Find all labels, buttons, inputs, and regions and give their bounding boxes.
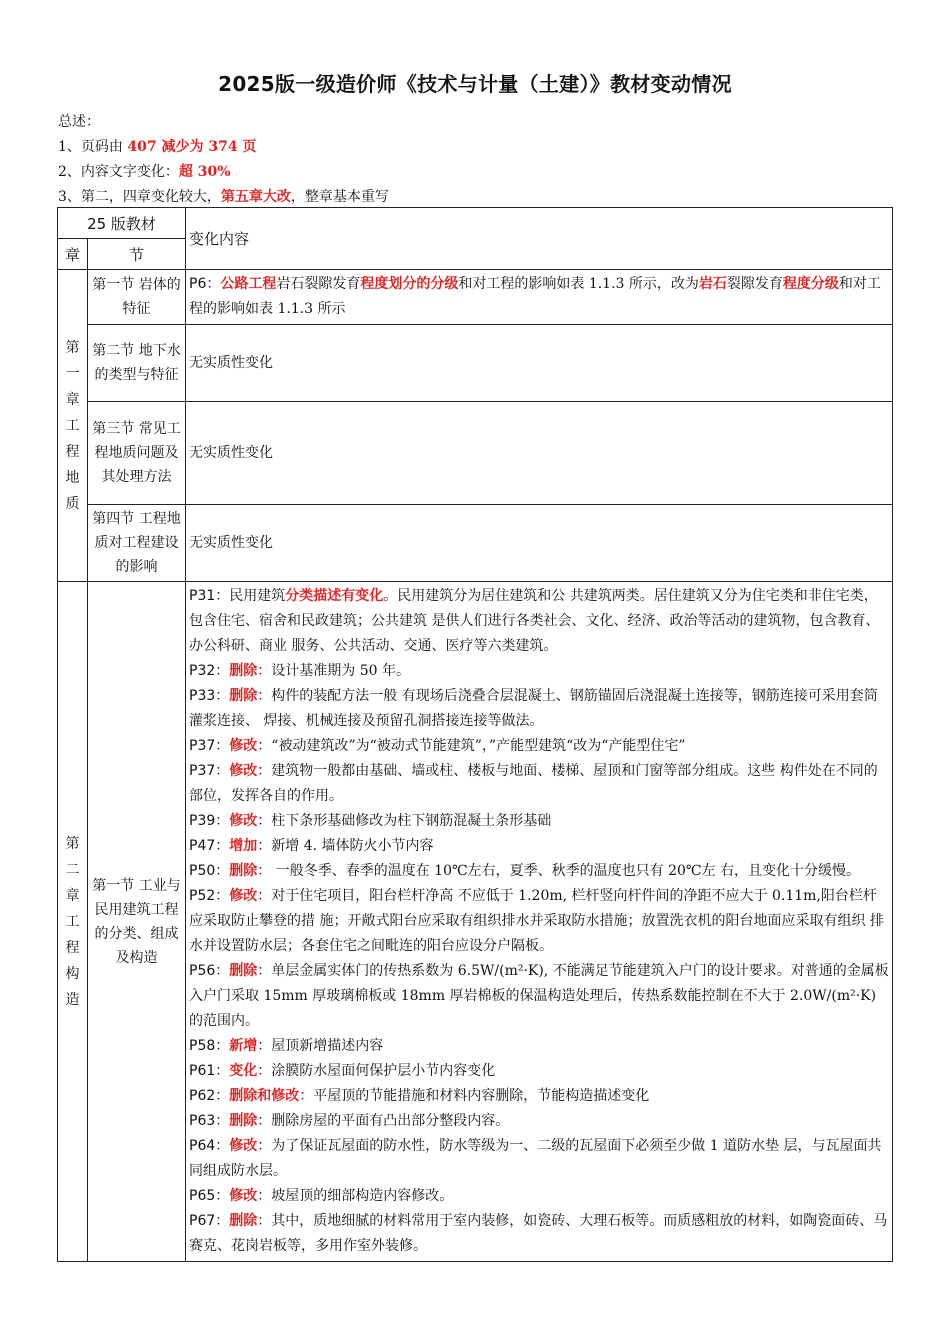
- chapter-char: 程: [65, 443, 80, 460]
- change-tag: 修改: [229, 813, 258, 829]
- change-tag: 删除: [229, 663, 258, 679]
- change-tag: 修改: [229, 738, 258, 754]
- table-row: [58, 505, 893, 582]
- page-ref: P39：: [189, 813, 230, 829]
- change-cell: 无实质性变化: [186, 505, 893, 582]
- table-header-row: [58, 208, 893, 239]
- change-entry: [189, 759, 889, 809]
- change-entry: [189, 1084, 889, 1109]
- body-text: ：为了保证瓦屋面的防水性，防水等级为一、二级的瓦屋面下必须至少做 1 道防水垫 层，与瓦屋面共同组成防水层。: [189, 1138, 882, 1179]
- body-text: ：“被动建筑改”为“被动式节能建筑”，”产能型建筑“改为“产能型住宅”: [257, 738, 686, 754]
- section-cell: 第一节 岩体的特征: [88, 270, 186, 325]
- summary-highlight: 407 减少为 374 页: [127, 139, 257, 155]
- change-tag: 修改: [229, 763, 258, 779]
- summary-block: [58, 110, 389, 210]
- page-ref: P6：: [189, 276, 221, 292]
- change-entry: [189, 1034, 889, 1059]
- page-ref: P37：: [189, 763, 230, 779]
- change-entry: [189, 959, 889, 1034]
- change-tag: 新增: [229, 1038, 258, 1054]
- body-text: ：构件的装配方法一般 有现场后浇叠合层混凝土、钢筋锚固后浇混凝土连接等，钢筋连接可采用套筒灌浆连接、 焊接、机械连接及预留孔洞搭接连接等做法。: [189, 688, 878, 729]
- change-tag: 删除: [229, 1113, 258, 1129]
- summary-item: [58, 135, 389, 160]
- body-text: ：新增 4. 墙体防火小节内容: [257, 838, 434, 854]
- page-ref: P31：: [189, 588, 230, 604]
- body-text: 和对工程的影响如表 1.1.3 所示，改为: [458, 276, 699, 292]
- chapter-char: 章: [65, 887, 80, 904]
- body-text: ：涂膜防水屋面何保护层小节内容变化: [257, 1063, 496, 1079]
- chapter-char: 工: [65, 417, 80, 434]
- change-entry: [189, 859, 889, 884]
- page-ref: P58：: [189, 1038, 230, 1054]
- change-entry: [189, 734, 889, 759]
- body-text: ：对于住宅项目，阳台栏杆净高 不应低于 1.20m, 栏杆竖向杆件间的净距不应大于 0.11m,阳台栏杆应采取防止攀登的措 施；开敞式阳台应采取有组织排水并采取防水措施；放置洗衣机的阳台地面应采取有组织 排水并设置防水层；各套住宅之间毗连的阳台应设分户隔板。: [189, 888, 884, 954]
- change-tag: 修改: [229, 1138, 258, 1154]
- summary-text: 3、第二，四章变化较大，: [58, 189, 221, 205]
- body-text: 裂隙发育: [726, 276, 783, 292]
- summary-item: [58, 160, 389, 185]
- chapter-char: 造: [65, 991, 80, 1008]
- chapter-cell: [58, 270, 88, 582]
- page-ref: P37：: [189, 738, 230, 754]
- change-tag: 删除: [229, 1213, 258, 1229]
- body-text: 。民用建筑分为居住建筑和公 共建筑两类。居住建筑又分为住宅类和非住宅类，包含住宅、宿舍和民政建筑；公共建筑 是供人们进行各类社会、文化、经济、政治等活动的建筑物，包含教育、办公科研、商业 服务、公共活动、交通、医疗等六类建筑。: [189, 588, 880, 654]
- change-entry: [189, 1134, 889, 1184]
- chapter-char: 第: [65, 339, 80, 356]
- highlight-text: 岩石: [698, 276, 727, 292]
- page-ref: P63：: [189, 1113, 230, 1129]
- change-tag: 增加: [229, 838, 258, 854]
- summary-heading: 总述：: [58, 114, 100, 130]
- changes-table: [57, 207, 893, 1262]
- table-row: [58, 270, 893, 325]
- body-text: ：柱下条形基础修改为柱下钢筋混凝土条形基础: [257, 813, 552, 829]
- table-row: [58, 325, 893, 402]
- body-text: 民用建筑: [229, 588, 286, 604]
- change-entry: [189, 584, 889, 659]
- change-tag: 删除: [229, 963, 258, 979]
- section-cell: 第一节 工业与民用建筑工程的分类、组成及构造: [88, 582, 186, 1262]
- chapter-char: 质: [65, 495, 80, 512]
- header-section: 节: [88, 239, 186, 270]
- body-text: 和对工程的影响如表 1.1.3 所示: [189, 276, 881, 317]
- change-entry: [189, 1059, 889, 1084]
- header-edition: 25 版教材: [58, 208, 186, 239]
- body-text: ：建筑物一般都由基础、墙或柱、楼板与地面、楼梯、屋顶和门窗等部分组成。这些 构件处在不同的部位，发挥各自的作用。: [189, 763, 878, 804]
- chapter-char: 地: [65, 469, 80, 486]
- highlight-text: 程度划分的分级: [360, 276, 459, 292]
- change-tag: 修改: [229, 888, 258, 904]
- page-ref: P61：: [189, 1063, 230, 1079]
- change-entry: [189, 809, 889, 834]
- body-text: ：删除房屋的平面有凸出部分整段内容。: [257, 1113, 510, 1129]
- chapter-char: 一: [65, 365, 80, 382]
- chapter-cell: [58, 582, 88, 1262]
- body-text: ：平屋顶的节能措施和材料内容删除，节能构造描述变化: [299, 1088, 650, 1104]
- chapter-char: 构: [65, 965, 80, 982]
- body-text: ：屋顶新增描述内容: [257, 1038, 384, 1054]
- change-tag: 变化: [229, 1063, 258, 1079]
- header-change: 变化内容: [186, 208, 893, 270]
- page-ref: P52：: [189, 888, 230, 904]
- section-cell: 第三节 常见工程地质问题及其处理方法: [88, 402, 186, 505]
- table-row: [58, 402, 893, 505]
- section-cell: 第二节 地下水的类型与特征: [88, 325, 186, 402]
- page-ref: P62：: [189, 1088, 230, 1104]
- table-row: [58, 582, 893, 1262]
- change-tag: 分类描述有变化: [285, 588, 384, 604]
- summary-text: 2、内容文字变化：: [58, 164, 179, 180]
- change-cell: [186, 582, 893, 1262]
- summary-highlight: 超 30%: [178, 164, 231, 180]
- highlight-text: 程度分级: [782, 276, 839, 292]
- chapter-char: 章: [65, 391, 80, 408]
- change-entry: [189, 1209, 889, 1259]
- summary-text: ，整章基本重写: [290, 189, 389, 205]
- change-tag: 删除: [229, 863, 258, 879]
- change-cell: 无实质性变化: [186, 325, 893, 402]
- body-text: 岩石裂隙发育: [276, 276, 361, 292]
- change-entry: [189, 884, 889, 959]
- header-chapter: 章: [58, 239, 88, 270]
- body-text: ：坡屋顶的细部构造内容修改。: [257, 1188, 454, 1204]
- summary-highlight: 第五章大改: [220, 189, 291, 205]
- chapter-char: 程: [65, 939, 80, 956]
- change-cell: 无实质性变化: [186, 402, 893, 505]
- change-entry: [189, 1184, 889, 1209]
- change-entry: [189, 659, 889, 684]
- page-ref: P33：: [189, 688, 230, 704]
- chapter-char: 工: [65, 913, 80, 930]
- page-ref: P65：: [189, 1188, 230, 1204]
- body-text: ： 一般冬季、春季的温度在 10℃左右，夏季、秋季的温度也只有 20℃左 右，且变化十分缓慢。: [257, 863, 861, 879]
- body-text: ：其中，质地细腻的材料常用于室内装修，如瓷砖、大理石板等。而质感粗放的材料，如陶瓷面砖、马赛克、花岗岩板等，多用作室外装修。: [189, 1213, 888, 1254]
- change-tag: 删除: [229, 688, 258, 704]
- change-cell: [186, 270, 893, 325]
- page-ref: P50：: [189, 863, 230, 879]
- body-text: ：设计基准期为 50 年。: [257, 663, 410, 679]
- page-ref: P64：: [189, 1138, 230, 1154]
- page-ref: P47：: [189, 838, 230, 854]
- change-entry: [189, 1109, 889, 1134]
- page-ref: P67：: [189, 1213, 230, 1229]
- body-text: ：单层金属实体门的传热系数为 6.5W/(m²·K), 不能满足节能建筑入户门的设计要求。对普通的金属板入户门采取 15mm 厚玻璃棉板或 18mm 厚岩棉板的保温构造处理后，传热系数能控制在不大于 2.0W/(m²·K)的范围内。: [189, 963, 889, 1029]
- chapter-char: 二: [65, 861, 80, 878]
- change-entry: [189, 834, 889, 859]
- highlight-text: 公路工程: [220, 276, 277, 292]
- page-ref: P32：: [189, 663, 230, 679]
- change-tag: 修改: [229, 1188, 258, 1204]
- summary-text: 1、页码由: [58, 139, 128, 155]
- page-ref: P56：: [189, 963, 230, 979]
- page-title: 2025版一级造价师《技术与计量（土建）》教材变动情况: [218, 72, 732, 96]
- section-cell: 第四节 工程地质对工程建设的影响: [88, 505, 186, 582]
- change-tag: 删除和修改: [229, 1088, 300, 1104]
- chapter-char: 第: [65, 835, 80, 852]
- change-entry: [189, 684, 889, 734]
